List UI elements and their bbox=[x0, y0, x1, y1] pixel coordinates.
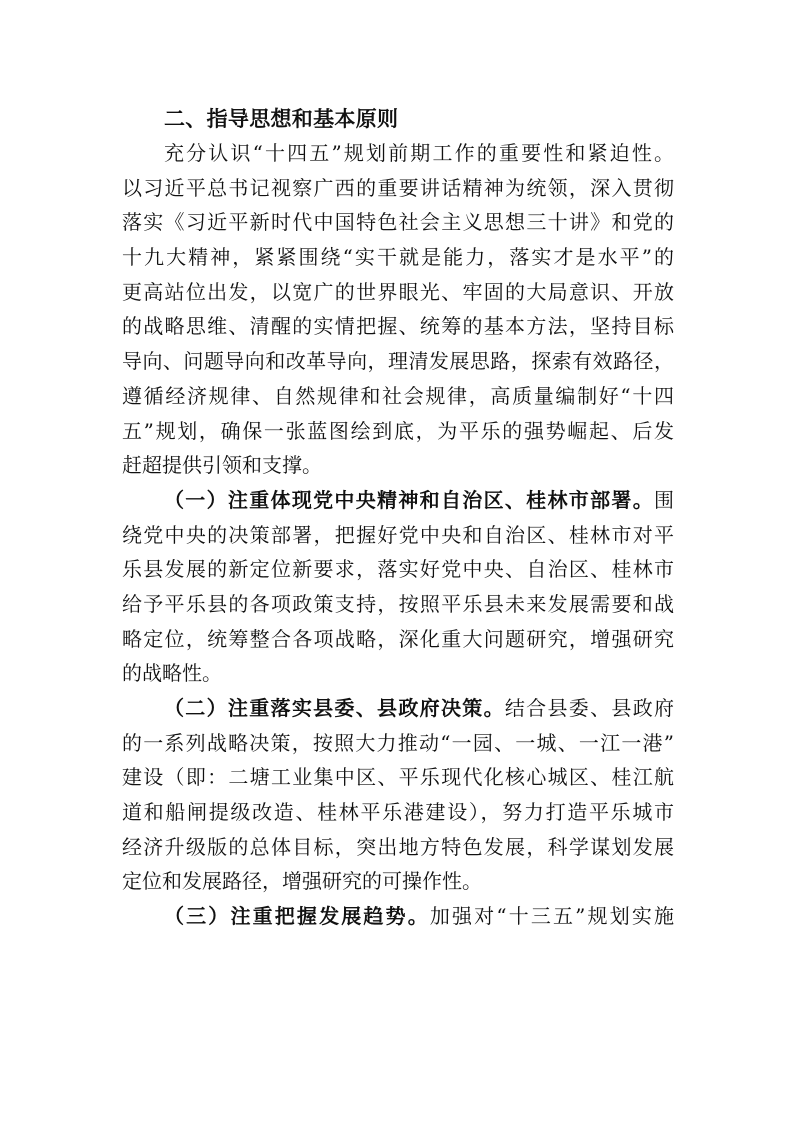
principle-2-line: 建设（即：二塘工业集中区、平乐现代化核心城区、桂江航 bbox=[122, 765, 674, 790]
intro-line: 十九大精神，紧紧围绕“实干就是能力，落实才是水平”的 bbox=[122, 245, 674, 270]
intro-line: 赶超提供引领和支撑。 bbox=[122, 453, 322, 478]
principle-1-line: 给予平乐县的各项政策支持，按照平乐县未来发展需要和战 bbox=[122, 591, 674, 616]
intro-paragraph bbox=[122, 136, 674, 483]
principle-2-first-line bbox=[122, 691, 674, 726]
intro-line: 遵循经济规律、自然规律和社会规律，高质量编制好“十四 bbox=[122, 383, 674, 408]
principle-2-first-tail: 结合县委、县政府 bbox=[504, 696, 674, 720]
intro-line: 更高站位出发，以宽广的世界眼光、牢固的大局意识、开放 bbox=[122, 279, 674, 304]
principle-2-line: 定位和发展路径，增强研究的可操作性。 bbox=[122, 869, 482, 894]
principle-1-line: 略定位，统筹整合各项战略，深化重大问题研究，增强研究 bbox=[122, 626, 674, 651]
section-heading: 二、指导思想和基本原则 bbox=[164, 107, 399, 131]
principle-1-first-tail: 围 bbox=[654, 487, 674, 512]
intro-line: 导向、问题导向和改革导向，理清发展思路，探索有效路径， bbox=[122, 349, 674, 374]
intro-line: 充分认识“十四五”规划前期工作的重要性和紧迫性。 bbox=[164, 141, 674, 165]
principle-1-line: 乐县发展的新定位新要求，落实好党中央、自治区、桂林市 bbox=[122, 557, 674, 582]
principle-1-line: 绕党中央的决策部署，把握好党中央和自治区、桂林市对平 bbox=[122, 522, 674, 547]
principle-2-line: 经济升级版的总体目标，突出地方特色发展，科学谋划发展 bbox=[122, 834, 674, 859]
intro-line: 五”规划，确保一张蓝图绘到底，为平乐的强势崛起、后发 bbox=[122, 418, 674, 443]
principle-1-title: （一）注重体现党中央精神和自治区、桂林市部署。 bbox=[164, 487, 654, 512]
principle-3-paragraph bbox=[122, 899, 674, 934]
principle-2-title: （二）注重落实县委、县政府决策。 bbox=[164, 696, 505, 720]
principle-1-paragraph bbox=[122, 483, 674, 691]
intro-line: 落实《习近平新时代中国特色社会主义思想三十讲》和党的 bbox=[122, 210, 674, 235]
principle-3-first-tail: 加强对“十三五”规划实施 bbox=[429, 904, 674, 929]
principle-3-title: （三）注重把握发展趋势。 bbox=[164, 904, 430, 929]
principle-2-line: 的一系列战略决策，按照大力推动“一园、一城、一江一港” bbox=[122, 730, 674, 755]
principle-1-line: 的战略性。 bbox=[122, 661, 222, 686]
principle-3-first-line bbox=[122, 899, 674, 934]
intro-line: 的战略思维、清醒的实情把握、统筹的基本方法，坚持目标 bbox=[122, 314, 674, 339]
principle-2-paragraph bbox=[122, 691, 674, 899]
principle-1-first-line bbox=[122, 483, 674, 518]
intro-line: 以习近平总书记视察广西的重要讲话精神为统领，深入贯彻 bbox=[122, 175, 674, 200]
principle-2-line: 道和船闸提级改造、桂林平乐港建设），努力打造平乐城市 bbox=[122, 800, 674, 825]
document-body bbox=[122, 102, 674, 934]
